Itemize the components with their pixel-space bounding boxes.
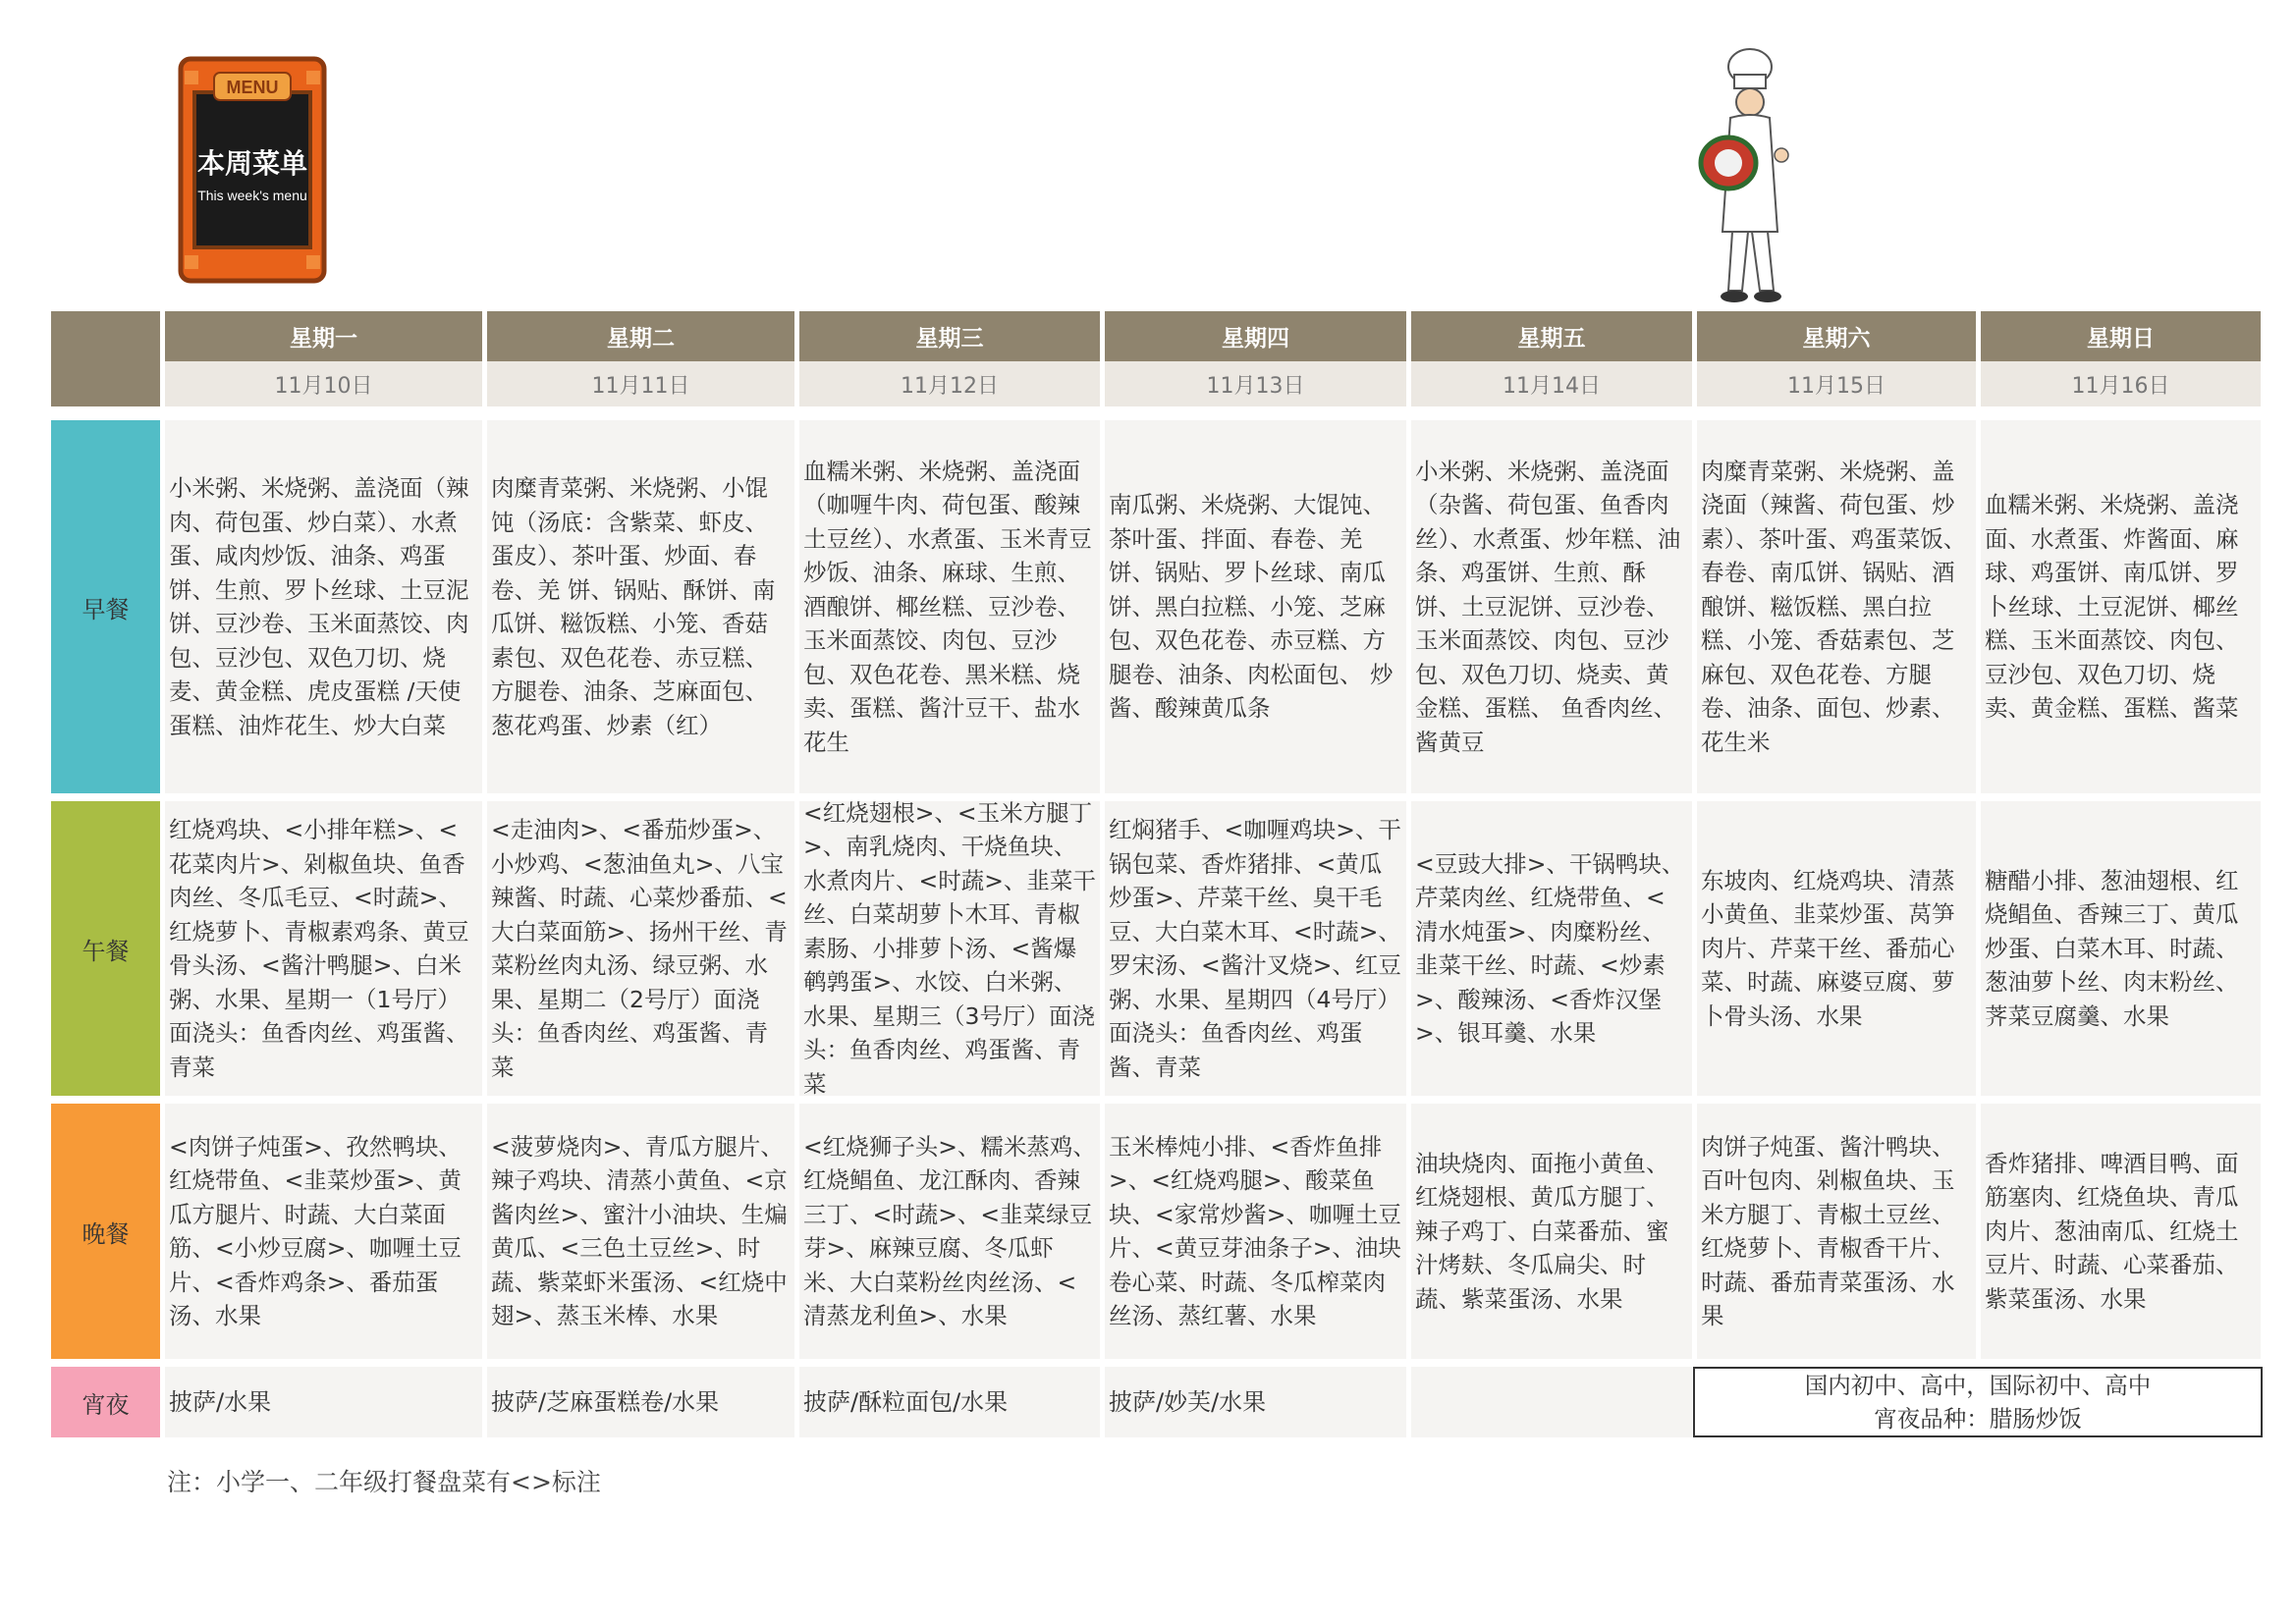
night-weekend-line2: 宵夜品种：腊肠炒饭 (1874, 1405, 2082, 1433)
dinner-text: 油块烧肉、面拖小黄鱼、红烧翅根、黄瓜方腿丁、辣子鸡丁、白菜番茄、蜜汁烤麸、冬瓜扁尖、时蔬、紫菜蛋汤、水果 (1415, 1149, 1669, 1313)
dinner-text: <红烧狮子头>、糯米蒸鸡、红烧鲳鱼、龙江酥肉、香辣三丁、<时蔬>、<韭菜绿豆芽>、麻辣豆腐、冬瓜虾米、大白菜粉丝肉丝汤、<清蒸龙利鱼>、水果 (803, 1132, 1096, 1329)
dinner-cell-fri (1411, 1104, 1692, 1359)
night-cell-mon (165, 1367, 482, 1437)
meal-label-lunch: 午餐 (51, 801, 160, 1096)
dinner-cell-sun (1981, 1104, 2261, 1359)
night-weekend-line1: 国内初中、高中，国际初中、高中 (1804, 1371, 2152, 1399)
night-weekend-box (1693, 1367, 2263, 1437)
night-cell-tue (487, 1367, 794, 1437)
breakfast-cell-sun (1981, 420, 2261, 793)
dinner-cell-wed (799, 1104, 1100, 1359)
dinner-text: <菠萝烧肉>、青瓜方腿片、辣子鸡块、清蒸小黄鱼、<京酱肉丝>、蜜汁小油块、生煸黄瓜、<三色土豆丝>、时蔬、紫菜虾米蛋汤、<红烧中翅>、蒸玉米棒、水果 (491, 1132, 788, 1329)
dinner-text: <肉饼子炖蛋>、孜然鸭块、红烧带鱼、<韭菜炒蛋>、黄瓜方腿片、时蔬、大白菜面筋、<小炒豆腐>、咖喱土豆片、<香炸鸡条>、番茄蛋汤、水果 (169, 1132, 462, 1329)
night-cell-fri (1411, 1367, 1692, 1437)
meal-label-night: 宵夜 (51, 1367, 160, 1437)
lunch-text: 红烧鸡块、<小排年糕>、<花菜肉片>、剁椒鱼块、鱼香肉丝、冬瓜毛豆、<时蔬>、红烧萝卜、青椒素鸡条、黄豆骨头汤、<酱汁鸭腿>、白米粥、水果、星期一（1号厅）面浇头：鱼香肉丝、鸡蛋酱、青菜 (169, 816, 469, 1081)
dinner-cell-tue (487, 1104, 794, 1359)
lunch-cell-sun (1981, 801, 2261, 1096)
night-cell-wed (799, 1367, 1100, 1437)
lunch-cell-mon (165, 801, 482, 1096)
day-date-mon: 11月10日 (165, 361, 482, 406)
breakfast-text: 肉糜青菜粥、米烧粥、小馄饨（汤底：含紫菜、虾皮、蛋皮）、茶叶蛋、炒面、春卷、羌 饼、锅贴、酥饼、南瓜饼、糍饭糕、小笼、香菇素包、双色花卷、赤豆糕、方腿卷、油条、芝麻面包、葱花鸡蛋、炒素（红） (491, 474, 776, 739)
night-text: 披萨/妙芙/水果 (1109, 1387, 1267, 1416)
menu-board-logo (175, 53, 330, 287)
meal-label-breakfast: 早餐 (51, 420, 160, 793)
lunch-text: <豆豉大排>、干锅鸭块、芹菜肉丝、红烧带鱼、<清水炖蛋>、肉糜粉丝、韭菜干丝、时蔬、<炒素>、酸辣汤、<香炸汉堡>、银耳羹、水果 (1415, 849, 1685, 1047)
weekly-menu-table (51, 311, 2241, 1434)
night-cell-thu (1105, 1367, 1406, 1437)
night-text: 披萨/芝麻蛋糕卷/水果 (491, 1387, 720, 1416)
logo-title: 本周菜单 (196, 147, 308, 180)
lunch-text: 红焖猪手、<咖喱鸡块>、干锅包菜、香炸猪排、<黄瓜炒蛋>、芹菜干丝、臭干毛豆、大白菜木耳、<时蔬>、罗宋汤、<酱汁叉烧>、红豆粥、水果、星期四（4号厅）面浇头：鱼香肉丝、鸡蛋酱、青菜 (1109, 816, 1401, 1081)
lunch-text: 糖醋小排、葱油翅根、红烧鲳鱼、香辣三丁、黄瓜炒蛋、白菜木耳、时蔬、葱油萝卜丝、肉末粉丝、荠菜豆腐羹、水果 (1985, 866, 2239, 1030)
dinner-cell-mon (165, 1104, 482, 1359)
breakfast-text: 小米粥、米烧粥、盖浇面（辣肉、荷包蛋、炒白菜）、水煮蛋、咸肉炒饭、油条、鸡蛋饼、生煎、罗卜丝球、土豆泥饼、豆沙卷、玉米面蒸饺、肉包、豆沙包、双色刀切、烧麦、黄金糕、虎皮蛋糕 /天使蛋糕、油炸花生、炒大白菜 (169, 474, 469, 739)
lunch-text: <走油肉>、<番茄炒蛋>、小炒鸡、<葱油鱼丸>、八宝辣酱、时蔬、心菜炒番茄、<大白菜面筋>、扬州干丝、青菜粉丝肉丸汤、绿豆粥、水果、星期二（2号厅）面浇头：鱼香肉丝、鸡蛋酱、青菜 (491, 816, 788, 1081)
header-corner (51, 311, 160, 406)
day-date-fri: 11月14日 (1411, 361, 1692, 406)
day-date-tue: 11月11日 (487, 361, 794, 406)
day-date-sun: 11月16日 (1981, 361, 2261, 406)
day-date-wed: 11月12日 (799, 361, 1100, 406)
breakfast-text: 血糯米粥、米烧粥、盖浇面、水煮蛋、炸酱面、麻球、鸡蛋饼、南瓜饼、罗卜丝球、土豆泥饼、椰丝糕、玉米面蒸饺、肉包、豆沙包、双色刀切、烧卖、黄金糕、蛋糕、酱菜 (1985, 491, 2239, 723)
breakfast-cell-tue (487, 420, 794, 793)
breakfast-cell-fri (1411, 420, 1692, 793)
dinner-cell-sat (1697, 1104, 1976, 1359)
lunch-cell-fri (1411, 801, 1692, 1096)
day-name-tue: 星期二 (487, 311, 794, 361)
night-text: 披萨/酥粒面包/水果 (803, 1387, 1009, 1416)
lunch-cell-tue (487, 801, 794, 1096)
lunch-cell-wed (799, 798, 1100, 1098)
day-date-thu: 11月13日 (1105, 361, 1406, 406)
meal-label-dinner: 晚餐 (51, 1104, 160, 1359)
day-date-sat: 11月15日 (1697, 361, 1976, 406)
lunch-text: 东坡肉、红烧鸡块、清蒸小黄鱼、韭菜炒蛋、莴笋肉片、芹菜干丝、番茄心菜、时蔬、麻婆豆腐、萝卜骨头汤、水果 (1701, 866, 1955, 1030)
day-name-mon: 星期一 (165, 311, 482, 361)
dinner-text: 玉米棒炖小排、<香炸鱼排>、<红烧鸡腿>、酸菜鱼块、<家常炒酱>、咖喱土豆片、<黄豆芽油条子>、油块卷心菜、时蔬、冬瓜榨菜肉丝汤、蒸红薯、水果 (1109, 1132, 1401, 1329)
lunch-cell-sat (1697, 801, 1976, 1096)
dinner-cell-thu (1105, 1104, 1406, 1359)
day-name-thu: 星期四 (1105, 311, 1406, 361)
breakfast-text: 肉糜青菜粥、米烧粥、盖浇面（辣酱、荷包蛋、炒素）、茶叶蛋、鸡蛋菜饭、春卷、南瓜饼、锅贴、酒酿饼、糍饭糕、黑白拉糕、小笼、香菇素包、芝麻包、双色花卷、方腿卷、油条、面包、炒素、 花生米 (1701, 457, 1967, 756)
breakfast-text: 南瓜粥、米烧粥、大馄饨、茶叶蛋、拌面、春卷、羌饼、锅贴、罗卜丝球、南瓜饼、黑白拉糕、小笼、芝麻包、双色花卷、赤豆糕、方腿卷、油条、肉松面包、 炒酱、酸辣黄瓜条 (1109, 491, 1394, 723)
lunch-text: <红烧翅根>、<玉米方腿丁>、南乳烧肉、干烧鱼块、水煮肉片、<时蔬>、韭菜干丝、白菜胡萝卜木耳、青椒素肠、小排萝卜汤、<酱爆鹌鹑蛋>、水饺、白米粥、水果、星期三（3号厅）面浇头：鱼香肉丝、鸡蛋酱、青菜 (803, 798, 1096, 1098)
breakfast-text: 血糯米粥、米烧粥、盖浇面（咖喱牛肉、荷包蛋、酸辣土豆丝）、水煮蛋、玉米青豆炒饭、油条、麻球、生煎、酒酿饼、椰丝糕、豆沙卷、玉米面蒸饺、肉包、豆沙包、双色花卷、黑米糕、烧卖、蛋糕、酱汁豆干、盐水花生 (803, 457, 1092, 756)
breakfast-cell-mon (165, 420, 482, 793)
breakfast-cell-thu (1105, 420, 1406, 793)
logo-top-text: MENU (226, 78, 279, 97)
day-name-wed: 星期三 (799, 311, 1100, 361)
day-name-fri: 星期五 (1411, 311, 1692, 361)
lunch-cell-thu (1105, 801, 1406, 1096)
breakfast-cell-wed (799, 420, 1100, 793)
dinner-text: 肉饼子炖蛋、酱汁鸭块、百叶包肉、剁椒鱼块、玉米方腿丁、青椒土豆丝、红烧萝卜、青椒香干片、时蔬、番茄青菜蛋汤、水果 (1701, 1132, 1955, 1329)
logo-subtitle: This week's menu (197, 188, 307, 203)
breakfast-cell-sat (1697, 420, 1976, 793)
day-name-sun: 星期日 (1981, 311, 2261, 361)
night-text: 披萨/水果 (169, 1387, 272, 1416)
footnote: 注：小学一、二年级打餐盘菜有<>标注 (167, 1468, 601, 1496)
breakfast-text: 小米粥、米烧粥、盖浇面（杂酱、荷包蛋、鱼香肉丝）、水煮蛋、炒年糕、油条、鸡蛋饼、生煎、酥饼、土豆泥饼、豆沙卷、玉米面蒸饺、肉包、豆沙包、双色刀切、烧卖、黄金糕、蛋糕、 鱼香肉丝、酱黄豆 (1415, 457, 1681, 756)
chef-illustration (1691, 45, 1807, 310)
day-name-sat: 星期六 (1697, 311, 1976, 361)
dinner-text: 香炸猪排、啤酒目鸭、面筋塞肉、红烧鱼块、青瓜肉片、葱油南瓜、红烧土豆片、时蔬、心菜番茄、紫菜蛋汤、水果 (1985, 1149, 2239, 1313)
